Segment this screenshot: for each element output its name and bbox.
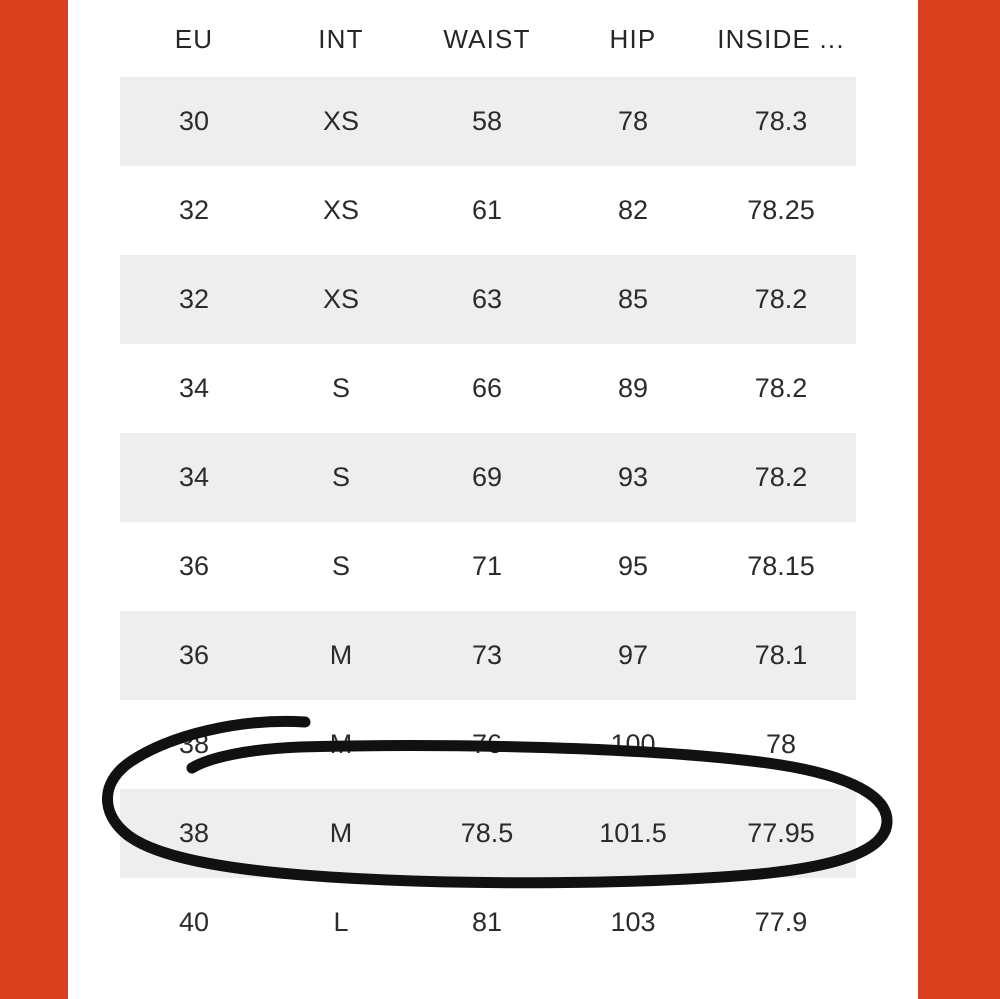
cell-hip: 103 (560, 878, 706, 967)
cell-eu: 38 (120, 700, 268, 789)
column-header-int: INT (318, 24, 364, 54)
cell-waist: 81 (414, 878, 560, 967)
table-row (120, 789, 856, 878)
cell-waist: 63 (414, 255, 560, 344)
cell-int: L (268, 878, 414, 967)
content-sheet (68, 0, 918, 999)
cell-waist: 58 (414, 77, 560, 166)
cell-waist: 61 (414, 166, 560, 255)
cell-eu: 30 (120, 77, 268, 166)
column-header-hip: HIP (609, 24, 657, 54)
size-chart-table (120, 0, 856, 967)
cell-waist: 73 (414, 611, 560, 700)
cell-eu: 38 (120, 789, 268, 878)
cell-hip: 85 (560, 255, 706, 344)
table-row (120, 344, 856, 433)
cell-waist: 69 (414, 433, 560, 522)
cell-eu: 34 (120, 344, 268, 433)
table-header (120, 0, 856, 77)
cell-inside: 78.3 (706, 77, 856, 166)
cell-hip: 89 (560, 344, 706, 433)
cell-waist: 71 (414, 522, 560, 611)
cell-waist: 78.5 (414, 789, 560, 878)
table-row (120, 878, 856, 967)
cell-inside: 78.1 (706, 611, 856, 700)
cell-inside: 78.2 (706, 344, 856, 433)
cell-waist: 76 (414, 700, 560, 789)
cell-int: S (268, 344, 414, 433)
cell-inside: 78 (706, 700, 856, 789)
cell-inside: 78.2 (706, 255, 856, 344)
cell-hip: 100 (560, 700, 706, 789)
cell-eu: 32 (120, 255, 268, 344)
cell-waist: 66 (414, 344, 560, 433)
cell-inside: 77.9 (706, 878, 856, 967)
cell-hip: 78 (560, 77, 706, 166)
cell-eu: 40 (120, 878, 268, 967)
table-row-highlighted (120, 700, 856, 789)
cell-eu: 32 (120, 166, 268, 255)
cell-hip: 82 (560, 166, 706, 255)
table-row (120, 255, 856, 344)
table-row (120, 77, 856, 166)
cell-eu: 36 (120, 522, 268, 611)
cell-hip: 101.5 (560, 789, 706, 878)
column-header-eu: EU (174, 24, 214, 54)
table-row (120, 522, 856, 611)
cell-int: S (268, 433, 414, 522)
column-header-inside: INSIDE ... (717, 24, 845, 54)
cell-hip: 97 (560, 611, 706, 700)
cell-eu: 34 (120, 433, 268, 522)
table-row (120, 433, 856, 522)
column-header-waist: WAIST (443, 24, 531, 54)
table-row (120, 611, 856, 700)
cell-eu: 36 (120, 611, 268, 700)
cell-int: M (268, 611, 414, 700)
cell-int: XS (268, 255, 414, 344)
cell-inside: 78.15 (706, 522, 856, 611)
cell-inside: 77.95 (706, 789, 856, 878)
table-header-row (120, 0, 856, 77)
cell-inside: 78.2 (706, 433, 856, 522)
cell-int: M (268, 700, 414, 789)
cell-int: XS (268, 77, 414, 166)
table-body (120, 77, 856, 967)
cell-hip: 93 (560, 433, 706, 522)
cell-inside: 78.25 (706, 166, 856, 255)
cell-int: XS (268, 166, 414, 255)
cell-int: M (268, 789, 414, 878)
table-row (120, 166, 856, 255)
cell-int: S (268, 522, 414, 611)
cell-hip: 95 (560, 522, 706, 611)
